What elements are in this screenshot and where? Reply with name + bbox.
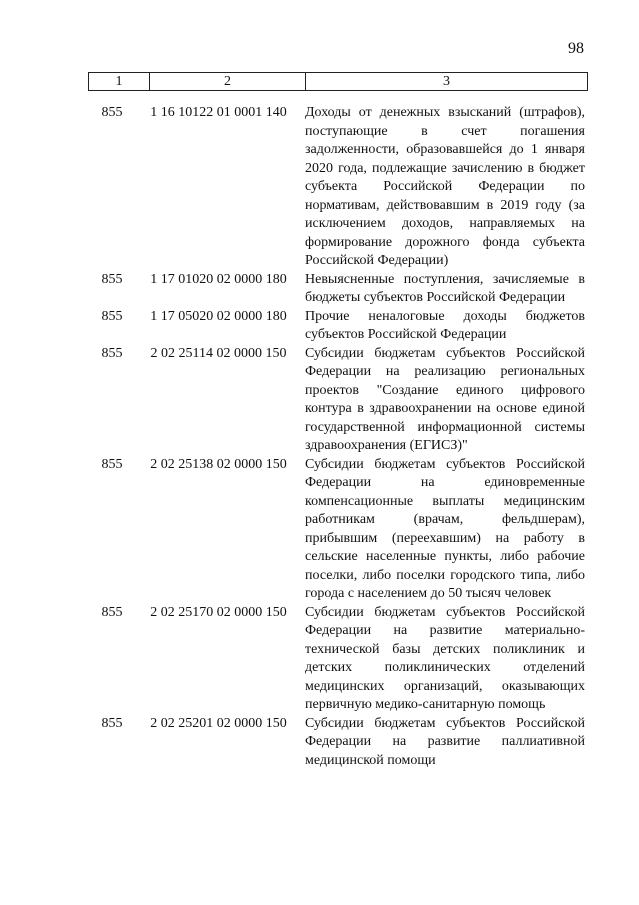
- table-row: [88, 345, 588, 456]
- revenue-name: Субсидии бюджетам субъектов Российской Федерации на реализацию региональных проектов "Создание единого цифрового контура в здравоохранении на основе единой государственной информационной системы здравоохранения (ЕГИСЗ)": [305, 345, 585, 453]
- admin-code: 855: [101, 715, 123, 731]
- page-number: 98: [568, 40, 584, 57]
- budget-code: 2 02 25138 02 0000 150: [150, 456, 287, 472]
- revenue-name: Субсидии бюджетам субъектов Российской Федерации на развитие материально-технической базы детских поликлиник и детских поликлинических отделений медицинских организаций, оказывающих первичную медико-санитарную помощь: [305, 604, 585, 712]
- budget-code: 2 02 25170 02 0000 150: [150, 604, 287, 620]
- admin-code: 855: [101, 345, 123, 361]
- header-col-2: 2: [150, 73, 306, 91]
- budget-code: 1 17 05020 02 0000 180: [150, 308, 287, 324]
- revenue-name: Субсидии бюджетам субъектов Российской Федерации на развитие паллиативной медицинской помощи: [305, 715, 585, 768]
- revenue-name: Доходы от денежных взысканий (штрафов), поступающие в счет погашения задолженности, образовавшейся до 1 января 2020 года, подлежащие зачислению в бюджет субъекта Российской Федерации по нормативам, действовавшим в 2019 году (за исключением доходов, направляемых на формирование дорожного фонда субъекта Российской Федерации): [305, 105, 585, 268]
- budget-code: 2 02 25114 02 0000 150: [150, 345, 287, 361]
- budget-code: 2 02 25201 02 0000 150: [150, 715, 287, 731]
- table-row: [88, 604, 588, 715]
- admin-code: 855: [101, 604, 123, 620]
- revenue-name: Невыясненные поступления, зачисляемые в бюджеты субъектов Российской Федерации: [305, 271, 585, 305]
- revenue-name: Субсидии бюджетам субъектов Российской Федерации на единовременные компенсационные выплаты медицинским работникам (врачам, фельдшерам), прибывшим (переехавшим) на работу в сельские населенные пункты, либо рабочие поселки, либо поселки городского типа, либо города с населением до 50 тысяч человек: [305, 456, 585, 601]
- table-body: [88, 104, 588, 770]
- admin-code: 855: [101, 105, 123, 120]
- admin-code: 855: [101, 456, 123, 472]
- table-row: [88, 308, 588, 345]
- header-col-1: 1: [89, 73, 150, 91]
- revenue-name: Прочие неналоговые доходы бюджетов субъектов Российской Федерации: [305, 308, 585, 342]
- table-row: [88, 104, 588, 271]
- table-row: [88, 456, 588, 604]
- budget-code: 1 17 01020 02 0000 180: [150, 271, 287, 287]
- budget-code: 1 16 10122 01 0001 140: [150, 105, 287, 120]
- table-row: [88, 271, 588, 308]
- table-row: [88, 715, 588, 771]
- admin-code: 855: [101, 271, 123, 287]
- header-col-3: 3: [306, 73, 588, 91]
- admin-code: 855: [101, 308, 123, 324]
- table-header: [88, 72, 588, 91]
